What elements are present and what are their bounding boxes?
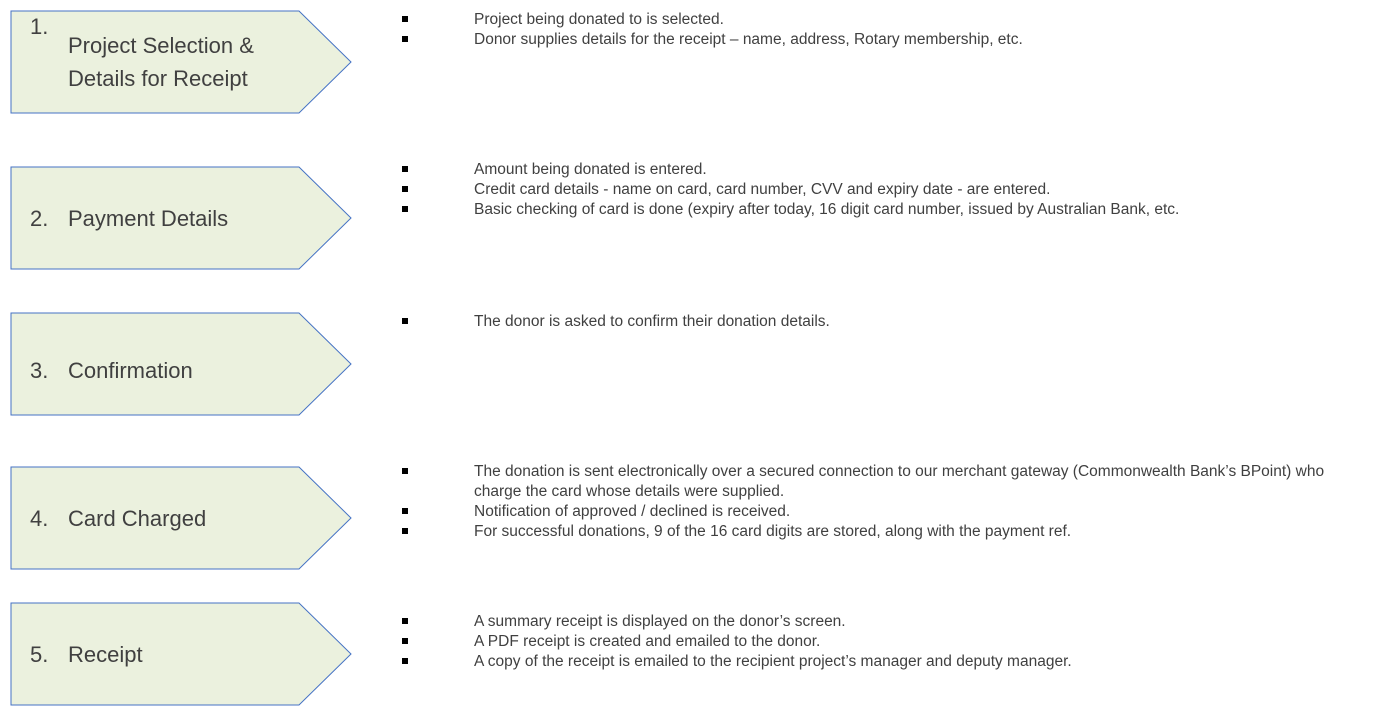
step-2-bullet-3: Basic checking of card is done (expiry after today, 16 digit card number, issued by Australian Bank, etc.	[400, 200, 1370, 220]
step-2-title: Payment Details	[68, 205, 229, 231]
step-3-chevron	[10, 312, 352, 416]
bullet-square-icon	[402, 16, 408, 22]
step-3-number: 3.	[30, 357, 49, 383]
step-3-title: Confirmation	[68, 357, 193, 383]
step-1-bullet-1: Project being donated to is selected.	[400, 10, 1370, 30]
step-3-bullet-1: The donor is asked to confirm their donation details.	[400, 312, 1370, 332]
bullet-square-icon	[402, 468, 408, 474]
step-5-bullet-2: A PDF receipt is created and emailed to the donor.	[400, 632, 1370, 652]
step-1-title-line-2: Details for Receipt	[68, 66, 248, 91]
step-5-chevron	[10, 602, 352, 706]
step-5-label	[30, 602, 320, 706]
step-2-chevron	[10, 166, 352, 270]
step-5-bullet-1: A summary receipt is displayed on the donor’s screen.	[400, 612, 1370, 632]
bullet-square-icon	[402, 206, 408, 212]
bullet-square-icon	[402, 618, 408, 624]
step-4-number: 4.	[30, 505, 49, 531]
bullet-square-icon	[402, 528, 408, 534]
step-1-number: 1.	[30, 14, 49, 39]
bullet-square-icon	[402, 638, 408, 644]
step-3-label	[30, 318, 320, 422]
step-2-bullet-2: Credit card details - name on card, card number, CVV and expiry date - are entered.	[400, 180, 1370, 200]
step-4-bullet-1: The donation is sent electronically over a secured connection to our merchant gateway (Commonwealth Bank’s BPoint) who charge the card whose details were supplied.	[400, 462, 1330, 502]
step-5-number: 5.	[30, 641, 49, 667]
step-1-bullet-2: Donor supplies details for the receipt – name, address, Rotary membership, etc.	[400, 30, 1370, 50]
step-1-title	[68, 29, 254, 95]
step-1-title-line-1: Project Selection &	[68, 33, 254, 58]
step-4-chevron	[10, 466, 352, 570]
step-5-title: Receipt	[68, 641, 143, 667]
step-4-title: Card Charged	[68, 505, 207, 531]
step-1-chevron	[10, 10, 352, 114]
bullet-square-icon	[402, 658, 408, 664]
bullet-square-icon	[402, 166, 408, 172]
step-1-bullets	[400, 10, 1370, 50]
bullet-square-icon	[402, 36, 408, 42]
step-2-bullet-1: Amount being donated is entered.	[400, 160, 1370, 180]
step-4-bullet-3: For successful donations, 9 of the 16 card digits are stored, along with the payment ref.	[400, 522, 1330, 542]
bullet-square-icon	[402, 186, 408, 192]
step-3-bullets	[400, 312, 1370, 332]
step-2-label	[30, 166, 320, 270]
step-4-label	[30, 466, 320, 570]
step-5-bullet-3: A copy of the receipt is emailed to the recipient project’s manager and deputy manager.	[400, 652, 1370, 672]
step-1-label	[30, 10, 320, 114]
step-4-bullets	[400, 462, 1330, 542]
step-2-bullets	[400, 160, 1370, 220]
step-5-bullets	[400, 612, 1370, 672]
bullet-square-icon	[402, 508, 408, 514]
step-2-number: 2.	[30, 205, 49, 231]
step-4-bullet-2: Notification of approved / declined is received.	[400, 502, 1330, 522]
bullet-square-icon	[402, 318, 408, 324]
